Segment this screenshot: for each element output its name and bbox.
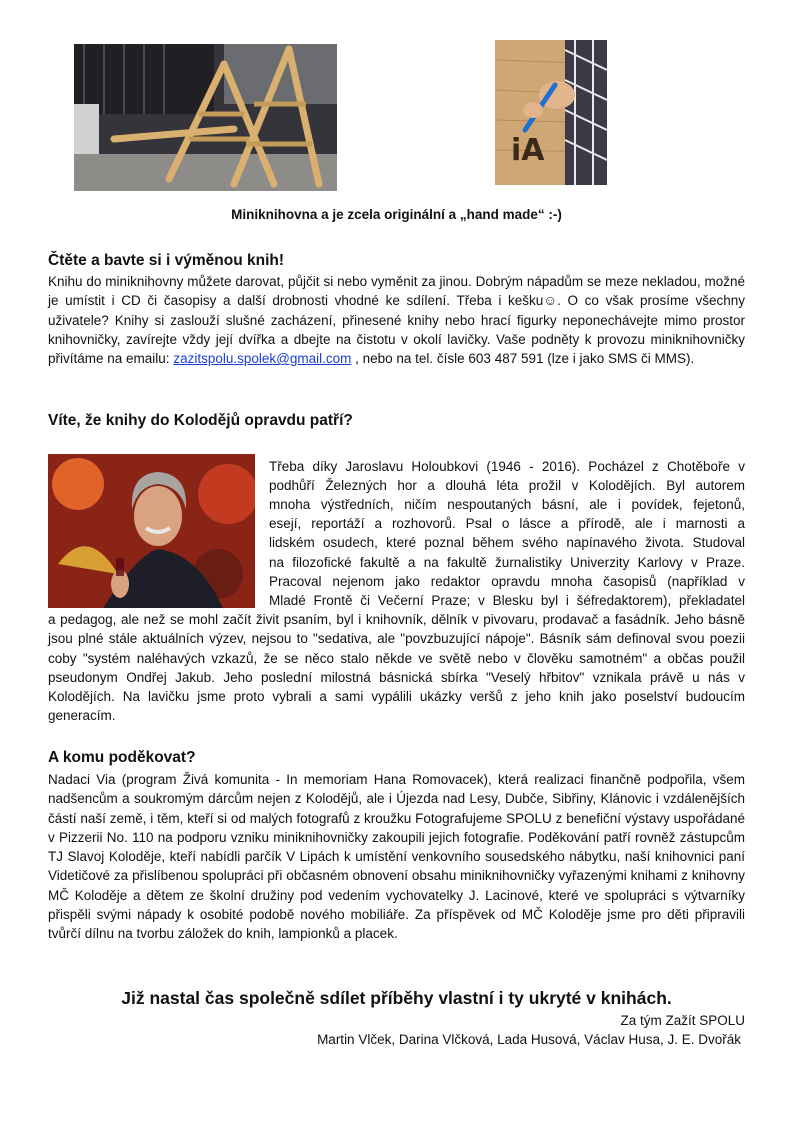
wrap-line: Mladé Frontě či Večerní Praze; v Blesku byl i šéfredaktorem), překladatel bbox=[269, 593, 745, 608]
wrap-line: mnoha výstředních, ničím nespoutaných básní, ale i povídek, fejetonů, bbox=[269, 497, 745, 512]
section-text-thanks: Nadaci Via (program Živá komunita - In memoriam Hana Romovacek), která realizaci finančně podpořila, všem nadšencům a soukromým dárcům nejen z Kolodějů, ale i Újezda nad Lesy, Dubče, Sibřiny, Klánovic i vzdálenějších částí naší země, i těm, kteří si od malých fotografů z kroužku Fotografujeme SPOLU z benefiční výstavy uspořádané v Pizzerii No. 110 na podporu vzniku miniknihovničky zakoupili jejich fotografie. Poděkování patří rovněž zástupcům TJ Slavoj Koloděje, kteří nabídli parčík V Lipách k umístění venkovního sousedského nábytku, naší knihovnici paní Videtičové za přislíbenou spolupráci při občasném obnovení obsahu miniknihovničky vyřazenými knihami z knihovny MČ Koloděje a dětem ze školní družiny pod vedením vychovatelky J. Lacinové, které ve spolupráci s výtvarníky přispěli svými nápady k osobité podobě nového mobiliáře. Za příspěvek od MČ Koloděje jsme pro děti připravili tvůrčí dílnu na tvorbu záložek do knih, lampionků a placek. bbox=[48, 772, 745, 942]
section-text-share-books bbox=[48, 272, 745, 368]
section-heading-books-belong: Víte, že knihy do Kolodějů opravdu patří? bbox=[48, 412, 353, 429]
wrap-line: Třeba díky Jaroslavu Holoubkovi (1946 - 2016). Pocházel z Chotěboře v bbox=[269, 459, 745, 474]
workshop-photo bbox=[74, 44, 337, 191]
section-text-part: , nebo na tel. čísle 603 487 591 (lze i jako SMS či MMS). bbox=[351, 351, 695, 367]
closing-statement: Již nastal čas společně sdílet příběhy vlastní i ty ukryté v knihách. bbox=[121, 988, 672, 1008]
wrap-line: Pracoval nejenom jako redaktor opravdu mnoha časopisů (například v bbox=[269, 574, 745, 589]
section-heading-thanks: A komu poděkovat? bbox=[48, 749, 196, 766]
wood-burning-photo bbox=[495, 40, 607, 185]
email-link[interactable]: zazitspolu.spolek@gmail.com bbox=[173, 351, 352, 367]
section-text-books-belong: a pedagog, ale než se mohl začít živit psaním, byl i knihovník, dělník v pivovaru, prodavač a fasádník. Jeho básně jsou plné stále aktuálních výzev, nejsou to "sedativa, ale "povzbuzující nápoje". Básník sám definoval svou poezii coby "systém naléhavých vzkazů, že se něco stalo někde ve světě nebo v člověku samotném" a občas použil pseudonym Ondřej Jakub. Jeho poslední milostná básnická sbírka "Veselý hřbitov" vznikala právě u nás v Kolodějích. Na lavičku jsme proto vybrali a sami vypálili ukázky veršů z jeho knih jako poselství budoucím generacím. bbox=[48, 612, 745, 724]
wrap-line: podhůří Železných hor a dlouhá léta prožil v Kolodějích. Byl autorem bbox=[269, 478, 745, 493]
photo-caption: Miniknihovna a je zcela originální a „hand made“ :-) bbox=[231, 207, 562, 222]
poet-portrait-photo bbox=[48, 454, 255, 608]
svg-text:iA: iA bbox=[511, 133, 545, 168]
wrap-line: lidském osudech, které poznal během svého napínavého života. Studoval bbox=[269, 535, 745, 550]
signature-team: Za tým Zažít SPOLU bbox=[620, 1013, 745, 1028]
section-text-part: Knihu do miniknihovny můžete darovat, půjčit si nebo vyměnit za jinou. Dobrým nápadům se meze nekladou, možné je umístit i CD či časopisy a další drobnosti vhodné ke sdílení. Třeba i kešku☺. O co však prosíme všechny uživatele? Knihy si zaslouží slušné zacházení, přinesené knihy nebo hrací figurky neponechávejte mimo prostor knihovničky, zavírejte vždy její dvířka a dbejte na čistotu v okolí lavičky. Vaše podněty k provozu miniknihovničky přivítáme na emailu: bbox=[48, 274, 745, 367]
wrap-line: na filozofické fakultě a na fakultě žurnalistiky Univerzity Karlovy v Praze. bbox=[269, 555, 745, 570]
signature-names: Martin Vlček, Darina Vlčková, Lada Husová, Václav Husa, J. E. Dvořák bbox=[317, 1032, 741, 1047]
wrap-line: esejí, reportáží a rozhovorů. Psal o lásce a přírodě, ale i marnosti a bbox=[269, 516, 745, 531]
section-heading-share-books: Čtěte a bavte si i výměnou knih! bbox=[48, 252, 285, 269]
